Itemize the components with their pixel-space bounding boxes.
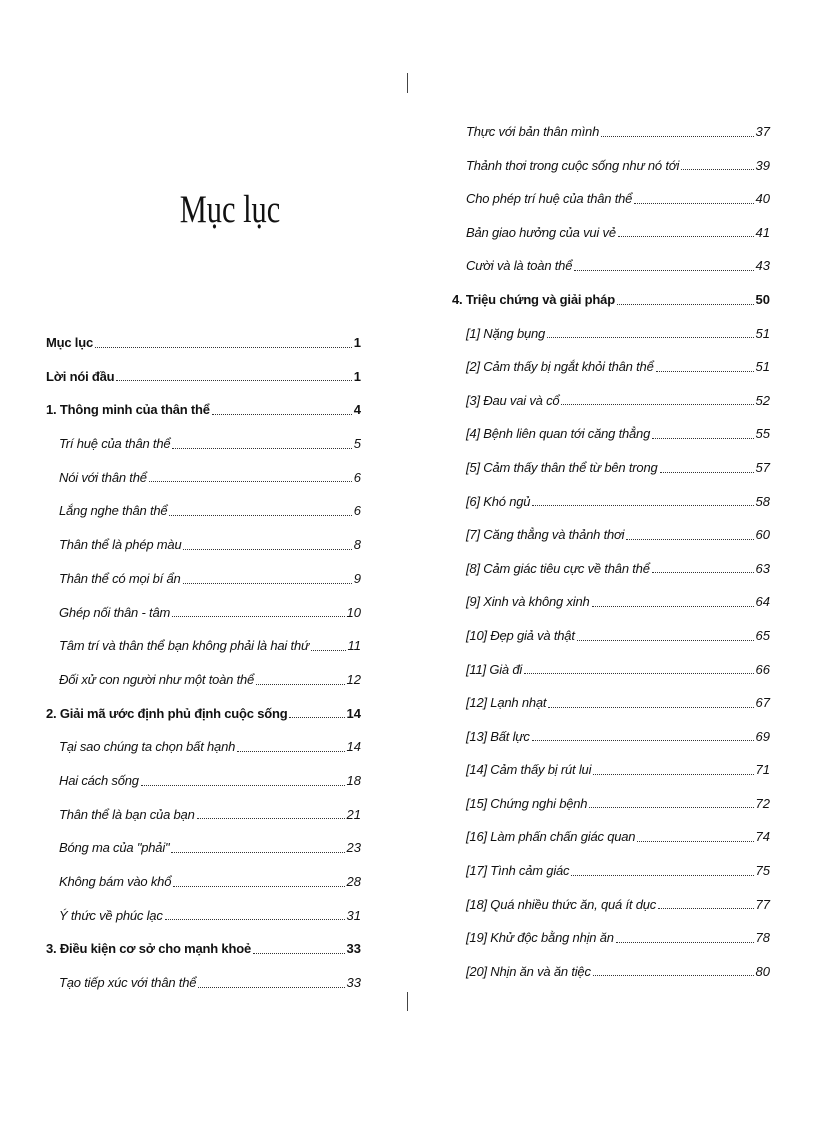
toc-left-column [46, 333, 361, 1007]
toc-entry[interactable] [452, 794, 770, 828]
toc-right-column [452, 122, 770, 995]
dot-leader [149, 480, 352, 482]
toc-entry-label: [10] Đẹp giả và thật [466, 627, 575, 643]
toc-entry-label: [14] Cảm thấy bị rút lui [466, 762, 592, 778]
toc-entry-label: [16] Làm phấn chấn giác quan [466, 829, 636, 845]
toc-entry[interactable] [452, 559, 770, 593]
toc-entry-label: Thực với bản thân mình [466, 124, 600, 139]
toc-entry-page-number: 8 [353, 537, 361, 553]
toc-entry-page-number: 50 [755, 291, 770, 307]
dot-leader [634, 202, 753, 204]
toc-entry-label: Cười và là toàn thể [466, 258, 573, 274]
dot-leader [253, 952, 345, 954]
toc-entry-label: Trí huệ của thân thể [59, 436, 171, 452]
toc-entry-label: [2] Cảm thấy bị ngắt khỏi thân thể [466, 359, 654, 375]
dot-leader [141, 784, 345, 786]
toc-entry-label: Bản giao hưởng của vui vẻ [466, 224, 616, 240]
toc-entry-page-number: 31 [346, 907, 361, 923]
dot-leader [532, 504, 753, 506]
toc-entry-page-number: 75 [755, 863, 770, 879]
toc-entry-label: Thảnh thơi trong cuộc sống như nó tới [466, 157, 680, 173]
dot-leader [617, 303, 754, 305]
toc-entry[interactable] [46, 501, 361, 535]
dot-leader [592, 605, 754, 607]
toc-entry[interactable] [46, 603, 361, 637]
toc-entry[interactable] [452, 424, 770, 458]
toc-entry[interactable] [46, 973, 361, 1007]
toc-entry[interactable] [452, 760, 770, 794]
dot-leader [593, 773, 753, 775]
toc-entry-page-number: 39 [755, 157, 770, 173]
dot-leader [212, 413, 352, 415]
toc-entry[interactable] [452, 827, 770, 861]
toc-entry-label: [20] Nhịn ăn và ăn tiệc [466, 963, 591, 979]
dot-leader [658, 907, 753, 909]
toc-entry[interactable] [46, 468, 361, 502]
toc-entry-page-number: 33 [346, 941, 361, 957]
toc-entry[interactable] [46, 367, 361, 401]
toc-entry-page-number: 69 [755, 728, 770, 744]
dot-leader [172, 615, 344, 617]
toc-entry-page-number: 52 [755, 392, 770, 408]
toc-entry-label: 3. Điều kiện cơ sở cho mạnh khoẻ [46, 941, 251, 957]
toc-entry[interactable] [46, 333, 361, 367]
dot-leader [637, 840, 753, 842]
toc-entry-page-number: 23 [346, 840, 361, 856]
dot-leader [626, 538, 753, 540]
toc-entry[interactable] [452, 660, 770, 694]
toc-entry-page-number: 6 [353, 469, 361, 485]
dot-leader [198, 986, 344, 988]
toc-entry-label: Lắng nghe thân thể [59, 503, 168, 519]
toc-entry-page-number: 1 [353, 368, 361, 384]
toc-entry[interactable] [46, 400, 361, 434]
dot-leader [593, 974, 754, 976]
toc-entry-label: Ý thức về phúc lạc [59, 907, 163, 923]
toc-entry[interactable] [452, 962, 770, 996]
toc-entry-label: 1. Thông minh của thân thể [46, 402, 210, 418]
toc-entry-label: 2. Giải mã ước định phủ định cuộc sống [46, 705, 288, 721]
toc-entry[interactable] [46, 636, 361, 670]
toc-entry-page-number: 67 [755, 695, 770, 711]
dot-leader [681, 168, 753, 170]
dot-leader [618, 235, 754, 237]
toc-entry-label: [13] Bất lực [466, 728, 530, 744]
toc-entry[interactable] [452, 122, 770, 156]
dot-leader [652, 437, 753, 439]
toc-entry-label: Cho phép trí huệ của thân thể [466, 191, 633, 207]
toc-entry-page-number: 63 [755, 560, 770, 576]
dot-leader [116, 379, 351, 381]
dot-leader [660, 471, 754, 473]
toc-entry-page-number: 41 [755, 224, 770, 240]
toc-entry-label: Thân thể là bạn của bạn [59, 806, 195, 822]
toc-entry-page-number: 4 [353, 402, 361, 418]
toc-entry[interactable] [46, 670, 361, 704]
dot-leader [165, 918, 345, 920]
dot-leader [561, 403, 753, 405]
dot-leader [601, 135, 753, 137]
toc-entry-page-number: 10 [346, 604, 361, 620]
toc-entry[interactable] [46, 805, 361, 839]
toc-entry[interactable] [452, 626, 770, 660]
toc-entry[interactable] [46, 838, 361, 872]
toc-entry[interactable] [452, 928, 770, 962]
toc-entry-label: [8] Cảm giác tiêu cực về thân thể [466, 560, 650, 576]
toc-entry[interactable] [452, 492, 770, 526]
dot-leader [524, 672, 753, 674]
dot-leader [652, 571, 754, 573]
toc-entry[interactable] [452, 727, 770, 761]
toc-entry-page-number: 14 [346, 739, 361, 755]
dot-leader [172, 447, 351, 449]
dot-leader [616, 941, 754, 943]
toc-entry[interactable] [452, 256, 770, 290]
dot-leader [169, 514, 351, 516]
toc-entry[interactable] [46, 906, 361, 940]
toc-entry[interactable] [452, 391, 770, 425]
toc-entry-page-number: 57 [755, 459, 770, 475]
toc-entry-label: Mục lục [46, 335, 93, 350]
toc-entry-label: Tại sao chúng ta chọn bất hạnh [59, 739, 236, 755]
toc-entry-label: [5] Cảm thấy thân thể từ bên trong [466, 459, 658, 475]
toc-entry-page-number: 37 [755, 124, 770, 139]
dot-leader [95, 346, 352, 348]
toc-entry-page-number: 11 [347, 638, 361, 654]
toc-entry[interactable] [452, 861, 770, 895]
toc-entry[interactable] [452, 189, 770, 223]
dot-leader [183, 548, 351, 550]
toc-entry-page-number: 60 [755, 527, 770, 543]
toc-entry-label: Tâm trí và thân thể bạn không phải là hai thứ [59, 638, 310, 654]
dot-leader [574, 269, 753, 271]
toc-entry[interactable] [452, 357, 770, 391]
toc-entry-page-number: 58 [755, 493, 770, 509]
toc-entry[interactable] [452, 290, 770, 324]
toc-entry-page-number: 33 [346, 975, 361, 991]
toc-entry-page-number: 5 [353, 436, 361, 452]
toc-entry-page-number: 12 [346, 671, 361, 687]
toc-entry[interactable] [46, 434, 361, 468]
toc-entry-page-number: 51 [755, 325, 770, 341]
page-title: Mục lục [179, 188, 281, 231]
toc-entry-page-number: 18 [346, 772, 361, 788]
toc-entry[interactable] [452, 895, 770, 929]
toc-entry[interactable] [46, 771, 361, 805]
toc-entry[interactable] [46, 737, 361, 771]
toc-entry-label: [7] Căng thẳng và thảnh thơi [466, 527, 625, 543]
toc-entry-label: Ghép nối thân - tâm [59, 604, 171, 620]
toc-entry[interactable] [46, 569, 361, 603]
dot-leader [656, 370, 754, 372]
toc-entry-label: [3] Đau vai và cổ [466, 392, 560, 408]
toc-entry-page-number: 28 [346, 874, 361, 889]
toc-entry[interactable] [452, 223, 770, 257]
dot-leader [311, 649, 345, 651]
toc-entry-page-number: 78 [755, 930, 770, 946]
toc-entry-page-number: 21 [346, 806, 361, 822]
dot-leader [289, 716, 344, 718]
page-center-mark-top [407, 73, 408, 93]
toc-entry-page-number: 65 [755, 627, 770, 643]
toc-entry[interactable] [452, 324, 770, 358]
toc-entry-label: [9] Xinh và không xinh [466, 594, 590, 610]
toc-entry-label: [17] Tình cảm giác [466, 863, 570, 879]
toc-entry-page-number: 1 [353, 335, 361, 350]
toc-entry-page-number: 40 [755, 191, 770, 207]
toc-entry-label: Lời nói đầu [46, 368, 115, 384]
toc-entry-label: Nói với thân thể [59, 469, 147, 485]
dot-leader [197, 817, 345, 819]
toc-entry-label: [6] Khó ngủ [466, 493, 531, 509]
toc-entry-page-number: 9 [353, 570, 361, 586]
dot-leader [171, 851, 344, 853]
toc-entry-page-number: 43 [755, 258, 770, 274]
toc-entry-label: [15] Chứng nghi bệnh [466, 795, 588, 811]
dot-leader [173, 885, 344, 887]
toc-entry-label: [19] Khử độc bằng nhịn ăn [466, 930, 614, 946]
toc-entry-page-number: 72 [755, 795, 770, 811]
toc-entry-label: Bóng ma của "phải" [59, 840, 170, 856]
dot-leader [532, 739, 754, 741]
dot-leader [183, 582, 352, 584]
toc-entry-page-number: 77 [755, 896, 770, 912]
page-center-mark-bottom [407, 992, 408, 1011]
toc-entry[interactable] [452, 693, 770, 727]
toc-entry[interactable] [452, 156, 770, 190]
toc-entry[interactable] [46, 939, 361, 973]
toc-entry[interactable] [452, 458, 770, 492]
toc-entry-label: Đối xử con người như một toàn thể [59, 671, 255, 687]
toc-entry-label: Tạo tiếp xúc với thân thể [59, 975, 197, 991]
dot-leader [548, 706, 753, 708]
toc-entry-page-number: 64 [755, 594, 770, 610]
toc-entry-page-number: 74 [755, 829, 770, 845]
toc-entry-label: Thân thể có mọi bí ẩn [59, 570, 181, 586]
dot-leader [237, 750, 344, 752]
toc-entry-label: 4. Triệu chứng và giải pháp [452, 291, 615, 307]
toc-entry-page-number: 14 [346, 705, 361, 721]
toc-entry[interactable] [46, 704, 361, 738]
toc-entry-page-number: 55 [755, 426, 770, 442]
toc-entry-page-number: 66 [755, 661, 770, 677]
toc-entry-page-number: 80 [755, 963, 770, 979]
dot-leader [577, 639, 754, 641]
dot-leader [256, 683, 344, 685]
toc-entry-page-number: 71 [755, 762, 770, 778]
toc-entry[interactable] [46, 535, 361, 569]
toc-entry-label: [18] Quá nhiều thức ăn, quá ít dục [466, 896, 657, 912]
toc-entry-label: Hai cách sống [59, 772, 139, 788]
toc-entry[interactable] [46, 872, 361, 906]
toc-entry-label: [1] Nặng bụng [466, 325, 546, 341]
dot-leader [571, 874, 753, 876]
toc-entry-page-number: 51 [755, 359, 770, 375]
toc-entry-label: [11] Già đi [466, 661, 523, 677]
toc-entry-label: Thân thể là phép màu [59, 537, 182, 553]
toc-entry-page-number: 6 [353, 503, 361, 519]
toc-entry-label: Không bám vào khổ [59, 874, 172, 889]
toc-entry[interactable] [452, 525, 770, 559]
toc-entry-label: [12] Lạnh nhạt [466, 695, 547, 711]
toc-entry-label: [4] Bệnh liên quan tới căng thẳng [466, 426, 651, 442]
toc-entry[interactable] [452, 592, 770, 626]
dot-leader [547, 336, 753, 338]
dot-leader [589, 806, 753, 808]
